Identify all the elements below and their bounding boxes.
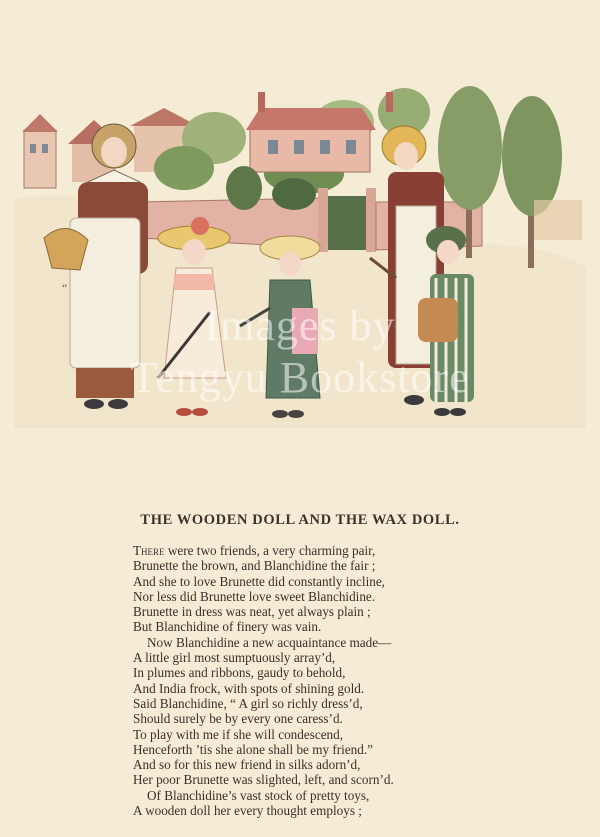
poem-line [133,543,563,558]
poem-line: Said Blanchidine, “ A girl so richly dress’d, [133,695,363,711]
poem-line: In plumes and ribbons, gaudy to behold, [133,665,346,681]
poem-line: Brunette the brown, and Blanchidine the fair ; [133,558,376,574]
drop-word: There [133,543,165,558]
poem-line: And she to love Brunette did constantly incline, [133,573,385,589]
poem-line: Should surely be by every one caress’d. [133,711,343,727]
poem-line: Nor less did Brunette love sweet Blanchidine. [133,588,376,604]
poem-line: Of Blanchidine’s vast stock of pretty toys, [147,787,370,803]
illustration [14,78,586,428]
poem-line: To play with me if she will condescend, [133,726,344,742]
watermark-line-2: Tengyu Bookstore [130,353,470,402]
hedge [226,166,262,210]
poem-line: A little girl most sumptuously array’d, [133,650,336,666]
poem-line: Brunette in dress was neat, yet always plain ; [133,604,371,620]
red-house [246,92,393,172]
poem-line: But Blanchidine of finery was vain. [133,619,322,635]
watermark-line-1: Images by [204,301,396,350]
poem-title: THE WOODEN DOLL AND THE WAX DOLL. [140,512,460,528]
poem-line: Henceforth ’tis she alone shall be my friend.” [133,741,373,757]
poem-line: And so for this new friend in silks adorn’d, [133,757,361,773]
poem-line: A wooden doll her every thought employs ; [133,803,362,819]
poem-line: Her poor Brunette was slighted, left, and scorn’d. [133,772,394,788]
poem-line: Now Blanchidine a new acquaintance made— [147,634,392,650]
stray-quote-mark: “ [62,281,68,295]
hedge [272,178,316,210]
poem-lines [133,558,563,818]
poem-line: And India frock, with spots of shining gold. [133,680,365,696]
poem-line-text: were two friends, a very charming pair, [164,543,376,558]
poem-body [133,543,563,818]
